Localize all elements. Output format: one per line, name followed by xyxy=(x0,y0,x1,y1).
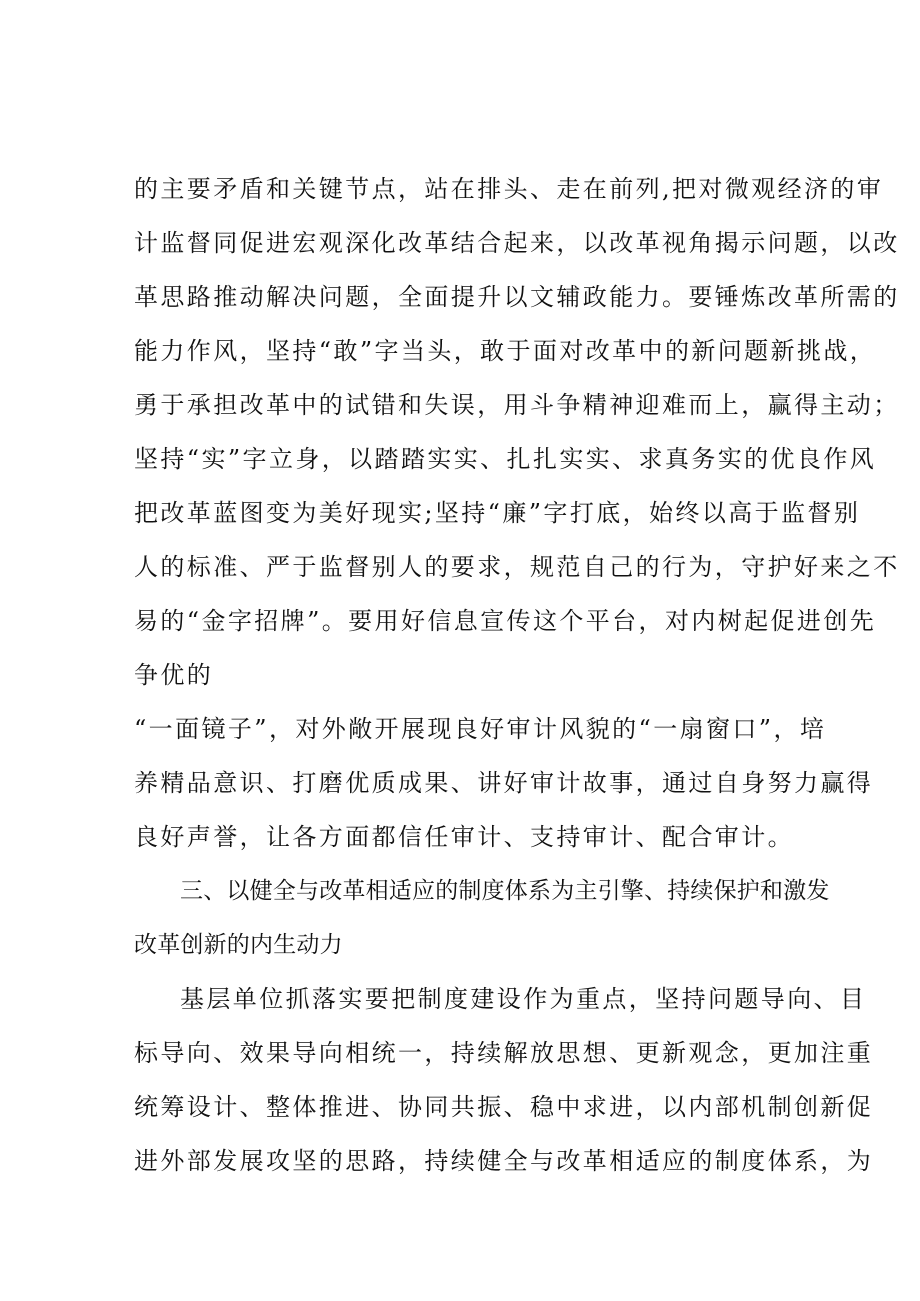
section-heading: 三、以健全与改革相适应的制度体系为主引擎、持续保护和激发 xyxy=(180,878,830,904)
body-text-line: 革思路推动解决问题，全面提升以文辅政能力。要锤炼改革所需的 xyxy=(134,283,900,311)
body-text-line: 能力作风，坚持“敢”字当头，敢于面对改革中的新问题新挑战， xyxy=(134,337,877,365)
body-text-line: 统筹设计、整体推进、协同共振、稳中求进，以内部机制创新促 xyxy=(134,1093,874,1121)
body-text-line: “一面镜子”，对外敞开展现良好审计风貌的“一扇窗口”，培 xyxy=(134,715,827,743)
body-text-line: 标导向、效果导向相统一，持续解放思想、更新观念，更加注重 xyxy=(134,1039,874,1067)
body-text-line: 人的标准、严于监督别人的要求，规范自己的行为，守护好来之不 xyxy=(134,553,900,581)
body-text-line: 基层单位抓落实要把制度建设作为重点，坚持问题导向、目 xyxy=(180,985,867,1013)
body-text-line: 把改革蓝图变为美好现实;坚持“廉”字打底，始终以高于监督别 xyxy=(134,499,861,527)
body-text-line: 坚持“实”字立身，以踏踏实实、扎扎实实、求真务实的优良作风 xyxy=(134,445,877,473)
body-text-line: 的主要矛盾和关键节点，站在排头、走在前列,把对微观经济的审 xyxy=(134,175,884,203)
section-heading: 改革创新的内生动力 xyxy=(134,932,343,958)
body-text-line: 易的“金字招牌”。要用好信息宣传这个平台，对内树起促进创先 xyxy=(134,607,877,635)
body-text-line: 计监督同促进宏观深化改革结合起来，以改革视角揭示问题，以改 xyxy=(134,229,900,257)
body-text-line: 勇于承担改革中的试错和失误，用斗争精神迎难而上，赢得主动； xyxy=(134,391,900,419)
body-text-line: 良好声誉，让各方面都信任审计、支持审计、配合审计。 xyxy=(134,823,794,851)
body-text-line: 进外部发展攻坚的思路，持续健全与改革相适应的制度体系，为 xyxy=(134,1147,874,1175)
body-text-line: 争优的 xyxy=(134,661,214,689)
body-text-line: 养精品意识、打磨优质成果、讲好审计故事，通过自身努力赢得 xyxy=(134,769,874,797)
